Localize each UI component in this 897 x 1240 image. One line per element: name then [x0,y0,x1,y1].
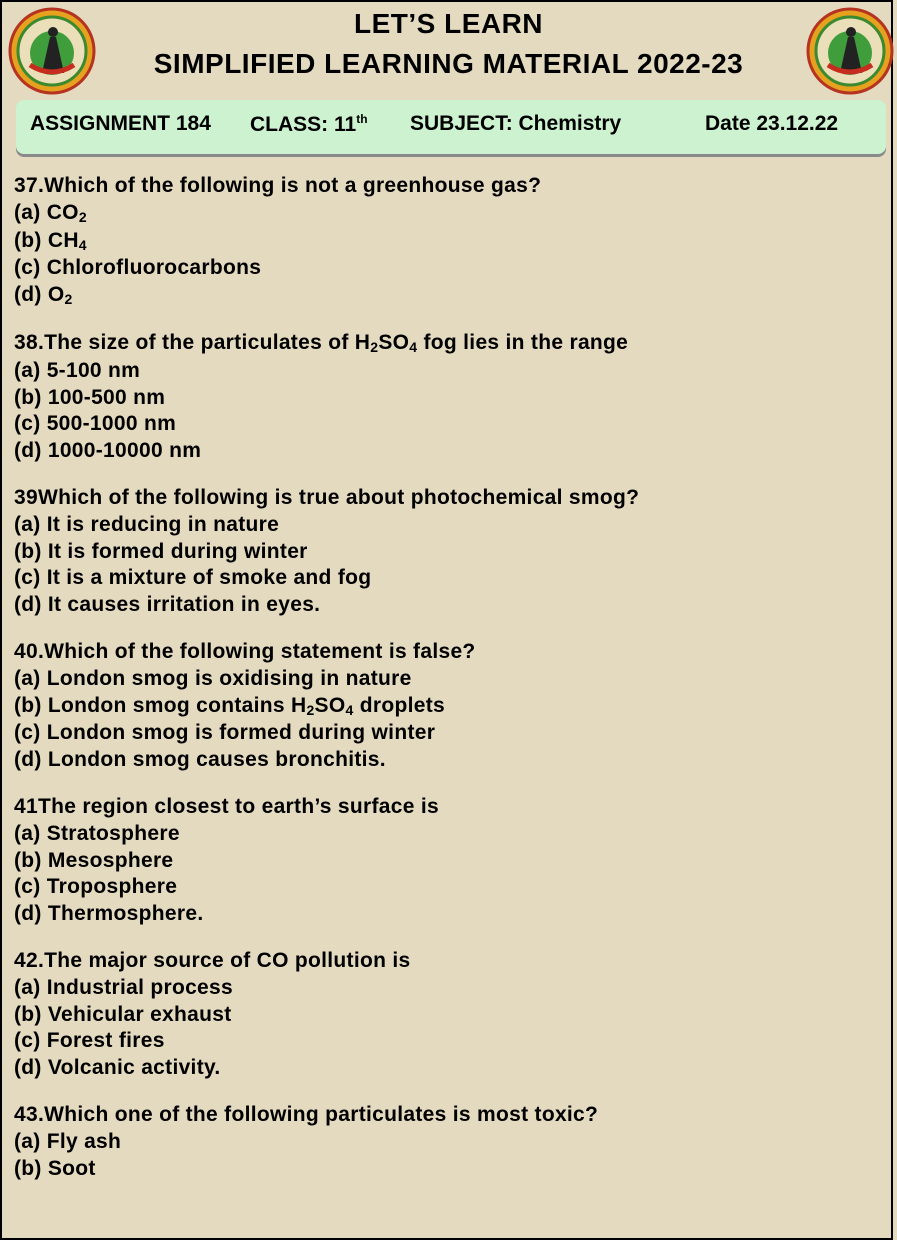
text-run: (d) O [14,283,65,307]
answer-option [14,821,884,848]
subscript: 2 [78,208,87,225]
answer-option [14,720,884,747]
answer-option [14,975,884,1002]
question-stem [14,1102,884,1129]
answer-option [14,901,884,928]
answer-option [14,228,884,256]
question-block [14,639,884,774]
class-text: CLASS: 11 [250,113,357,136]
answer-option [14,693,884,721]
answer-option [14,666,884,693]
page-title-line1: LET’S LEARN [353,8,544,39]
class-superscript: th [356,112,368,126]
text-run: SO [314,693,346,717]
text-run: 42.The major source of CO pollution is [14,948,411,972]
answer-option [14,438,884,465]
text-run: (b) London smog contains H [14,693,307,717]
text-run: (a) 5-100 nm [14,358,141,382]
answer-option [14,747,884,774]
answer-option [14,411,884,438]
question-stem [14,948,884,975]
text-run: 43.Which one of the following particulates is most toxic? [14,1102,599,1126]
text-run: (b) Mesosphere [14,848,174,872]
answer-option [14,512,884,539]
text-run: (c) London smog is formed during winter [14,721,436,745]
answer-option [14,1028,884,1055]
date-label: Date 23.12.22 [705,112,839,135]
question-stem [14,485,884,512]
question-block [14,948,884,1082]
text-run: (d) London smog causes bronchitis. [14,748,386,772]
answer-option [14,565,884,592]
text-run: (a) London smog is oxidising in nature [14,666,412,690]
text-run: fog lies in the range [417,330,629,354]
text-run: (a) Fly ash [14,1129,122,1153]
question-list [14,173,884,1202]
text-run: (a) It is reducing in nature [14,512,280,536]
answer-option [14,1129,884,1156]
text-run: (a) Stratosphere [14,821,180,845]
subscript: 4 [345,701,354,718]
text-run: (c) It is a mixture of smoke and fog [14,566,372,590]
answer-option [14,592,884,619]
answer-option [14,255,884,282]
text-run: (b) 100-500 nm [14,385,166,409]
subscript: 4 [409,338,418,355]
text-run: 37.Which of the following is not a greenhouse gas? [14,174,542,197]
text-run: 41The region closest to earth’s surface is [14,794,439,818]
question-stem [14,173,884,200]
text-run: (c) 500-1000 nm [14,412,177,436]
question-stem [14,639,884,666]
text-run: (d) It causes irritation in eyes. [14,593,321,617]
text-run: (d) 1000-10000 nm [14,439,202,463]
assignment-number: ASSIGNMENT 184 [30,112,211,135]
text-run: (c) Troposphere [14,875,178,899]
text-run: (c) Forest fires [14,1029,165,1053]
subscript: 2 [370,338,379,355]
answer-option [14,848,884,875]
question-block [14,794,884,928]
text-run: 38.The size of the particulates of H [14,330,371,354]
question-block [14,173,884,310]
text-run: (b) Soot [14,1156,96,1180]
class-label [250,112,368,137]
subscript: 2 [306,701,315,718]
text-run: 40.Which of the following statement is false? [14,639,476,663]
school-emblem-icon [806,7,894,95]
text-run: 39Which of the following is true about photochemical smog? [14,485,640,509]
question-stem [14,794,884,821]
text-run: (c) Chlorofluorocarbons [14,256,262,280]
text-run: (b) Vehicular exhaust [14,1002,232,1026]
page-title-line2: SIMPLIFIED LEARNING MATERIAL 2022-23 [153,48,744,79]
question-block [14,1102,884,1182]
question-block [14,330,884,465]
text-run: droplets [353,693,445,717]
text-run: (a) Industrial process [14,975,233,999]
answer-option [14,282,884,310]
answer-option [14,200,884,228]
answer-option [14,1002,884,1029]
text-run: (d) Thermosphere. [14,902,204,926]
subscript: 2 [64,291,73,308]
question-stem [14,330,884,358]
text-run: (d) Volcanic activity. [14,1056,221,1080]
subscript: 4 [78,236,87,253]
answer-option [14,539,884,566]
text-run: SO [378,330,410,354]
answer-option [14,874,884,901]
text-run: (a) CO [14,200,79,224]
page-header [0,0,897,100]
answer-option [14,385,884,412]
text-run: (b) It is formed during winter [14,539,308,563]
question-block [14,485,884,619]
answer-option [14,1156,884,1183]
assignment-banner [16,100,886,154]
answer-option [14,358,884,385]
answer-option [14,1055,884,1082]
text-run: (b) CH [14,228,79,252]
subject-label: SUBJECT: Chemistry [410,112,622,135]
